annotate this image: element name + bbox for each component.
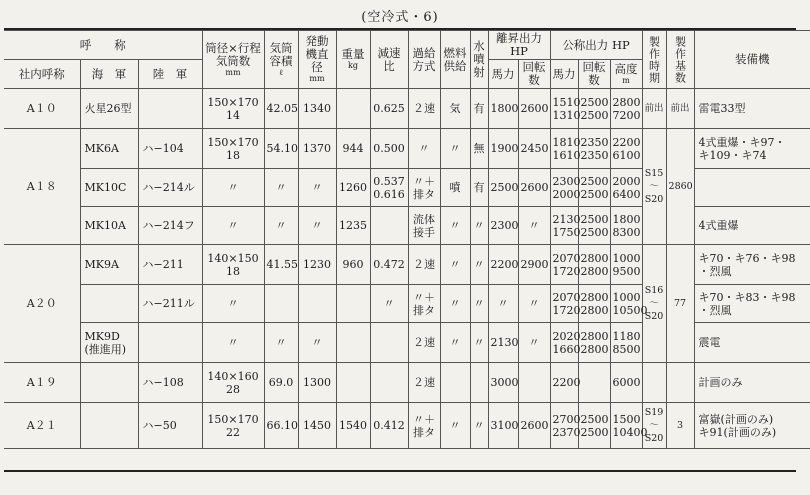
equip-cell [694, 169, 810, 207]
alt-2: 10500 [612, 303, 648, 317]
alt-2: 6400 [612, 187, 641, 201]
alt-cell [610, 323, 642, 363]
nom-hp-1: 2020 [552, 329, 581, 343]
sc-cell [408, 169, 440, 207]
diameter-label: 発動機直径 [305, 34, 329, 74]
alt-cell [610, 403, 648, 449]
sc-cell: ２速 [408, 245, 440, 285]
red-cell [370, 169, 408, 207]
to-hp-cell: 2500 [488, 169, 518, 207]
nom-rpm-cell [578, 129, 610, 169]
equip-1: 富嶽(計画のみ) [698, 412, 774, 426]
bore-cell [202, 245, 264, 285]
nom-rpm-2: 2800 [580, 264, 609, 278]
to-hp-cell: 3100 [488, 403, 518, 449]
nominal-rpm-header: 回転数 [578, 60, 610, 89]
prod-period-label: 製作時期 [647, 35, 661, 84]
fuel-cell: 〃 [440, 129, 470, 169]
nom-rpm-cell [578, 89, 610, 129]
alt-cell: 6000 [610, 363, 642, 403]
alt-2: 8500 [612, 342, 641, 356]
to-hp-cell: 〃 [488, 285, 518, 323]
company-cell: A１８ [4, 129, 80, 245]
takeoff-rpm-header: 回転数 [518, 60, 550, 89]
nom-rpm-1: 2800 [580, 251, 609, 265]
disp-cell [264, 285, 298, 323]
to-rpm-cell: 2600 [518, 89, 550, 129]
to-rpm-cell: 〃 [518, 323, 550, 363]
bore-value: 150×170 [207, 95, 259, 109]
red-cell: 0.500 [370, 129, 408, 169]
disp-cell: 66.10 [264, 403, 298, 449]
fuel-cell: 噴 [440, 169, 470, 207]
sc-2: 排タ [413, 187, 436, 201]
equip-2: キ109・キ74 [698, 148, 767, 162]
equip-1: キ70・キ76・キ98 [698, 251, 796, 265]
equip-cell [694, 285, 810, 323]
alt-2: 8300 [612, 225, 641, 239]
company-cell: A２１ [4, 403, 80, 449]
nom-rpm-cell [578, 403, 610, 449]
equip-2: ・烈風 [698, 303, 732, 317]
army-cell: ハ−214ル [138, 169, 202, 207]
sc-cell: ２速 [408, 363, 440, 403]
weight-cell [336, 323, 370, 363]
count-cell [666, 363, 694, 403]
nom-rpm-cell [578, 245, 610, 285]
weight-cell: 960 [336, 245, 370, 285]
sc-2: 排タ [413, 425, 436, 439]
cyl-value: 22 [226, 425, 241, 439]
to-rpm-cell: 2600 [518, 403, 550, 449]
table-row-a20-1 [4, 245, 810, 285]
nom-rpm-1: 2800 [580, 329, 609, 343]
nom-hp-2: 1610 [552, 148, 581, 162]
cyl-value: 14 [226, 108, 241, 122]
navy-header: 海 軍 [80, 60, 138, 89]
unit-mm: mm [225, 67, 241, 77]
equip-cell: 雷電33型 [694, 89, 810, 129]
sc-cell [408, 403, 440, 449]
navy-cell [80, 285, 138, 323]
table-row-a19 [4, 363, 810, 403]
fuel-cell: 〃 [440, 323, 470, 363]
equip-2: キ91(計画のみ) [698, 425, 777, 439]
army-cell: ハ−214フ [138, 207, 202, 245]
nom-rpm-2: 2500 [580, 187, 609, 201]
sc-cell: ２速 [408, 89, 440, 129]
nom-hp-2: 1750 [552, 225, 581, 239]
period-1: S15 [644, 168, 664, 179]
alt-1: 1800 [612, 212, 641, 226]
navy-2: (推進用) [84, 342, 127, 356]
header-row-1 [4, 31, 810, 60]
to-rpm-cell: 2600 [518, 169, 550, 207]
equip-1: キ70・キ83・キ98 [698, 290, 796, 304]
equip-cell: 震電 [694, 323, 810, 363]
weight-label: 重量 [341, 47, 365, 61]
nom-hp-cell [550, 285, 581, 323]
sc-cell: 〃 [408, 129, 440, 169]
weight-cell [336, 285, 370, 323]
nom-rpm-1: 2800 [580, 290, 609, 304]
diameter-header [298, 31, 336, 89]
dia-cell: 1370 [298, 129, 336, 169]
alt-cell [610, 285, 648, 323]
count-cell: 2860 [666, 129, 694, 245]
to-hp-cell: 1800 [488, 89, 518, 129]
equip-2: ・烈風 [698, 264, 732, 278]
navy-cell [80, 323, 138, 363]
nom-rpm-cell [578, 363, 610, 403]
red-1: 0.537 [373, 174, 405, 188]
nominal-header: 公称出力 HP [550, 31, 642, 60]
nom-hp-2: 2000 [552, 187, 581, 201]
to-rpm-cell: 〃 [518, 207, 550, 245]
alt-cell [610, 89, 642, 129]
fuel-cell: 〃 [440, 285, 470, 323]
displacement-label: 気筒容積 [269, 40, 293, 68]
unit-m: m [622, 75, 630, 85]
water-cell [470, 363, 488, 403]
cyl-value: 18 [226, 264, 241, 278]
altitude-label: 高度 [614, 61, 638, 76]
alt-cell [610, 245, 642, 285]
displacement-header [264, 31, 298, 89]
bore-stroke-header [202, 31, 264, 89]
red-cell [370, 207, 408, 245]
navy-cell [80, 363, 138, 403]
red-cell: 〃 [370, 285, 408, 323]
sc-1: 〃＋ [413, 290, 436, 304]
nom-hp-1: 2130 [552, 212, 581, 226]
to-hp-cell: 2300 [488, 207, 518, 245]
alt-2: 6100 [612, 148, 641, 162]
nom-rpm-2: 2800 [580, 303, 609, 317]
alt-1: 1180 [612, 329, 641, 343]
disp-cell: 69.0 [264, 363, 298, 403]
cyl-value: 28 [226, 382, 241, 396]
disp-cell: 54.10 [264, 129, 298, 169]
nom-hp-1: 2700 [552, 412, 581, 426]
bore-cell [202, 363, 264, 403]
bore-cell: 〃 [202, 323, 264, 363]
unit-mm-2: mm [309, 74, 325, 83]
sc-cell: ２速 [408, 323, 440, 363]
sc-cell [408, 285, 440, 323]
disp-cell: 〃 [264, 169, 298, 207]
nom-rpm-2: 2500 [580, 108, 609, 122]
dia-cell: 〃 [298, 169, 336, 207]
weight-cell: 944 [336, 129, 370, 169]
prod-count-header [666, 31, 694, 89]
alt-cell [610, 169, 642, 207]
navy-1: MK9D [84, 329, 120, 343]
army-cell: ハ−50 [138, 403, 202, 449]
company-cell: A２０ [4, 245, 80, 363]
weight-cell [336, 363, 370, 403]
water-cell: 〃 [470, 323, 488, 363]
nom-rpm-cell [578, 169, 610, 207]
nom-rpm-1: 2500 [580, 95, 609, 109]
sc-2: 接手 [413, 225, 436, 239]
alt-cell [610, 207, 642, 245]
equip-cell [694, 245, 810, 285]
alt-1: 2200 [612, 135, 641, 149]
table-row-a21 [4, 403, 810, 449]
army-cell: ハ−108 [138, 363, 202, 403]
nom-rpm-1: 2350 [580, 135, 609, 149]
equipment-header: 装備機 [694, 31, 810, 89]
period-1: S19 [644, 407, 664, 418]
table-row-a10 [4, 89, 810, 129]
dia-cell: 1230 [298, 245, 336, 285]
dia-cell: 1300 [298, 363, 336, 403]
navy-cell [80, 403, 138, 449]
disp-cell: 〃 [264, 323, 298, 363]
bore-cell [202, 129, 264, 169]
nom-hp-1: 2070 [552, 290, 581, 304]
bore-cell: 〃 [202, 285, 264, 323]
water-cell: 〃 [470, 245, 488, 285]
nom-hp-1: 1510 [552, 95, 581, 109]
water-cell: 〃 [470, 403, 488, 449]
sc-2: 排タ [413, 303, 436, 317]
bore-value: 150×170 [207, 135, 259, 149]
reduction-header: 減速比 [370, 31, 408, 89]
nom-hp-2: 1310 [552, 108, 581, 122]
nom-hp-1: 2070 [552, 251, 581, 265]
nom-hp-2: 1660 [552, 342, 581, 356]
army-header: 陸 軍 [138, 60, 202, 89]
to-rpm-cell: 〃 [518, 285, 550, 323]
equip-1: 4式重爆・キ97・ [698, 135, 786, 149]
army-cell [138, 89, 202, 129]
equip-cell [694, 403, 810, 449]
nom-hp-cell [550, 169, 581, 207]
fuel-cell: 〃 [440, 245, 470, 285]
sc-cell [408, 207, 440, 245]
army-cell: ハ−104 [138, 129, 202, 169]
dia-cell: 1340 [298, 89, 336, 129]
takeoff-header: 離昇出力 HP [488, 31, 550, 60]
nom-hp-cell [550, 89, 581, 129]
sc-1: 〃＋ [413, 412, 436, 426]
engine-spec-table-wrapper [4, 28, 796, 472]
navy-cell: MK9A [80, 245, 138, 285]
red-cell: 0.472 [370, 245, 408, 285]
nom-hp-2: 1720 [552, 264, 581, 278]
red-cell [370, 363, 408, 403]
to-rpm-cell: 2900 [518, 245, 550, 285]
alt-1: 1500 [612, 412, 641, 426]
bore-stroke-label: 筒径×行程 [205, 40, 261, 55]
altitude-header [610, 60, 642, 89]
period-cell [642, 129, 666, 245]
nominal-hp-header: 馬力 [550, 60, 578, 89]
army-cell: ハ−211 [138, 245, 202, 285]
company-cell: A１９ [4, 363, 80, 403]
nom-hp-cell [550, 403, 581, 449]
to-hp-cell: 3000 [488, 363, 518, 403]
to-hp-cell: 2130 [488, 323, 518, 363]
period-2: 〜S20 [644, 420, 664, 444]
cyl-value: 18 [226, 148, 241, 162]
alt-2: 9500 [612, 264, 641, 278]
bore-value: 140×150 [207, 251, 259, 265]
alt-1: 2000 [612, 174, 641, 188]
army-cell [138, 323, 202, 363]
sc-1: 流体 [413, 212, 436, 226]
to-hp-cell: 2200 [488, 245, 518, 285]
red-cell: 0.412 [370, 403, 408, 449]
nom-hp-cell [550, 245, 581, 285]
dia-cell: 〃 [298, 207, 336, 245]
takeoff-hp-header: 馬力 [488, 60, 518, 89]
period-cell: 前出 [642, 89, 666, 129]
equip-cell: 計画のみ [694, 363, 810, 403]
navy-cell: MK6A [80, 129, 138, 169]
designation-header: 呼 称 [4, 31, 202, 60]
bore-cell [202, 89, 264, 129]
to-rpm-cell [518, 363, 550, 403]
dia-cell [298, 285, 336, 323]
nom-hp-1: 2300 [552, 174, 581, 188]
nom-rpm-1: 2500 [580, 174, 609, 188]
company-cell: A１０ [4, 89, 80, 129]
engine-spec-table [4, 30, 810, 449]
weight-header [336, 31, 370, 89]
water-cell: 有 [470, 89, 488, 129]
count-cell: 前出 [666, 89, 694, 129]
table-caption: (空冷式・6) [361, 10, 439, 25]
navy-cell: MK10A [80, 207, 138, 245]
to-rpm-cell: 2450 [518, 129, 550, 169]
nom-hp-cell [550, 323, 581, 363]
disp-cell: 42.05 [264, 89, 298, 129]
bore-cell: 〃 [202, 207, 264, 245]
unit-kg: kg [348, 61, 358, 70]
weight-cell: 1235 [336, 207, 370, 245]
water-cell: 有 [470, 169, 488, 207]
bore-cell [202, 403, 264, 449]
prod-count-label: 製作基数 [673, 35, 687, 84]
dia-cell: 1450 [298, 403, 336, 449]
alt-1: 2800 [612, 95, 641, 109]
to-hp-cell: 1900 [488, 129, 518, 169]
dia-cell: 〃 [298, 323, 336, 363]
sc-1: 〃＋ [413, 174, 436, 188]
nom-hp-cell [550, 207, 581, 245]
red-2: 0.616 [373, 187, 405, 201]
period-2: 〜S20 [644, 181, 664, 205]
navy-cell: 火星26型 [80, 89, 138, 129]
water-cell: 〃 [470, 285, 488, 323]
bore-value: 140×160 [207, 369, 259, 383]
nom-hp-cell: 2200 [550, 363, 578, 403]
alt-2: 10400 [612, 425, 648, 439]
nom-rpm-2: 2800 [580, 342, 609, 356]
army-cell: ハ−211ル [138, 285, 202, 323]
fuel-cell: 〃 [440, 403, 470, 449]
prod-period-header [642, 31, 666, 89]
count-cell: 3 [666, 403, 694, 449]
nom-hp-1: 1810 [552, 135, 581, 149]
fuel-cell [440, 363, 470, 403]
company-name-header: 社内呼称 [4, 60, 80, 89]
alt-1: 1000 [612, 290, 641, 304]
nom-rpm-cell [578, 285, 610, 323]
red-cell [370, 323, 408, 363]
count-cell: 77 [666, 245, 694, 363]
fuel-cell: 〃 [440, 207, 470, 245]
alt-2: 7200 [612, 108, 641, 122]
equip-cell: 4式重爆 [694, 207, 810, 245]
unit-l: ℓ [279, 67, 283, 77]
disp-cell: 〃 [264, 207, 298, 245]
equip-cell [694, 129, 810, 169]
weight-cell [336, 89, 370, 129]
nom-rpm-1: 2500 [580, 212, 609, 226]
red-cell: 0.625 [370, 89, 408, 129]
cylinders-label: 気筒数 [215, 53, 251, 68]
disp-cell: 41.55 [264, 245, 298, 285]
weight-cell: 1540 [336, 403, 370, 449]
bore-value: 150×170 [207, 412, 259, 426]
nom-rpm-2: 2500 [580, 225, 609, 239]
period-2: 〜S20 [644, 298, 664, 322]
nom-rpm-cell [578, 323, 610, 363]
nom-rpm-2: 2500 [580, 425, 609, 439]
nom-rpm-cell [578, 207, 610, 245]
alt-cell [610, 129, 642, 169]
navy-cell: MK10C [80, 169, 138, 207]
water-cell: 〃 [470, 207, 488, 245]
nom-hp-cell [550, 129, 581, 169]
water-header: 水噴射 [470, 31, 488, 89]
nom-rpm-2: 2350 [580, 148, 609, 162]
alt-1: 1000 [612, 251, 641, 265]
table-row-a18-1 [4, 129, 810, 169]
period-1: S16 [644, 285, 664, 296]
weight-cell: 1260 [336, 169, 370, 207]
nom-hp-2: 2370 [552, 425, 581, 439]
fuel-header: 燃料供給 [440, 31, 470, 89]
water-cell: 無 [470, 129, 488, 169]
nom-rpm-1: 2500 [580, 412, 609, 426]
bore-cell: 〃 [202, 169, 264, 207]
supercharger-header: 過給方式 [408, 31, 440, 89]
period-cell [642, 363, 666, 403]
nom-hp-2: 1720 [552, 303, 581, 317]
fuel-cell: 気 [440, 89, 470, 129]
